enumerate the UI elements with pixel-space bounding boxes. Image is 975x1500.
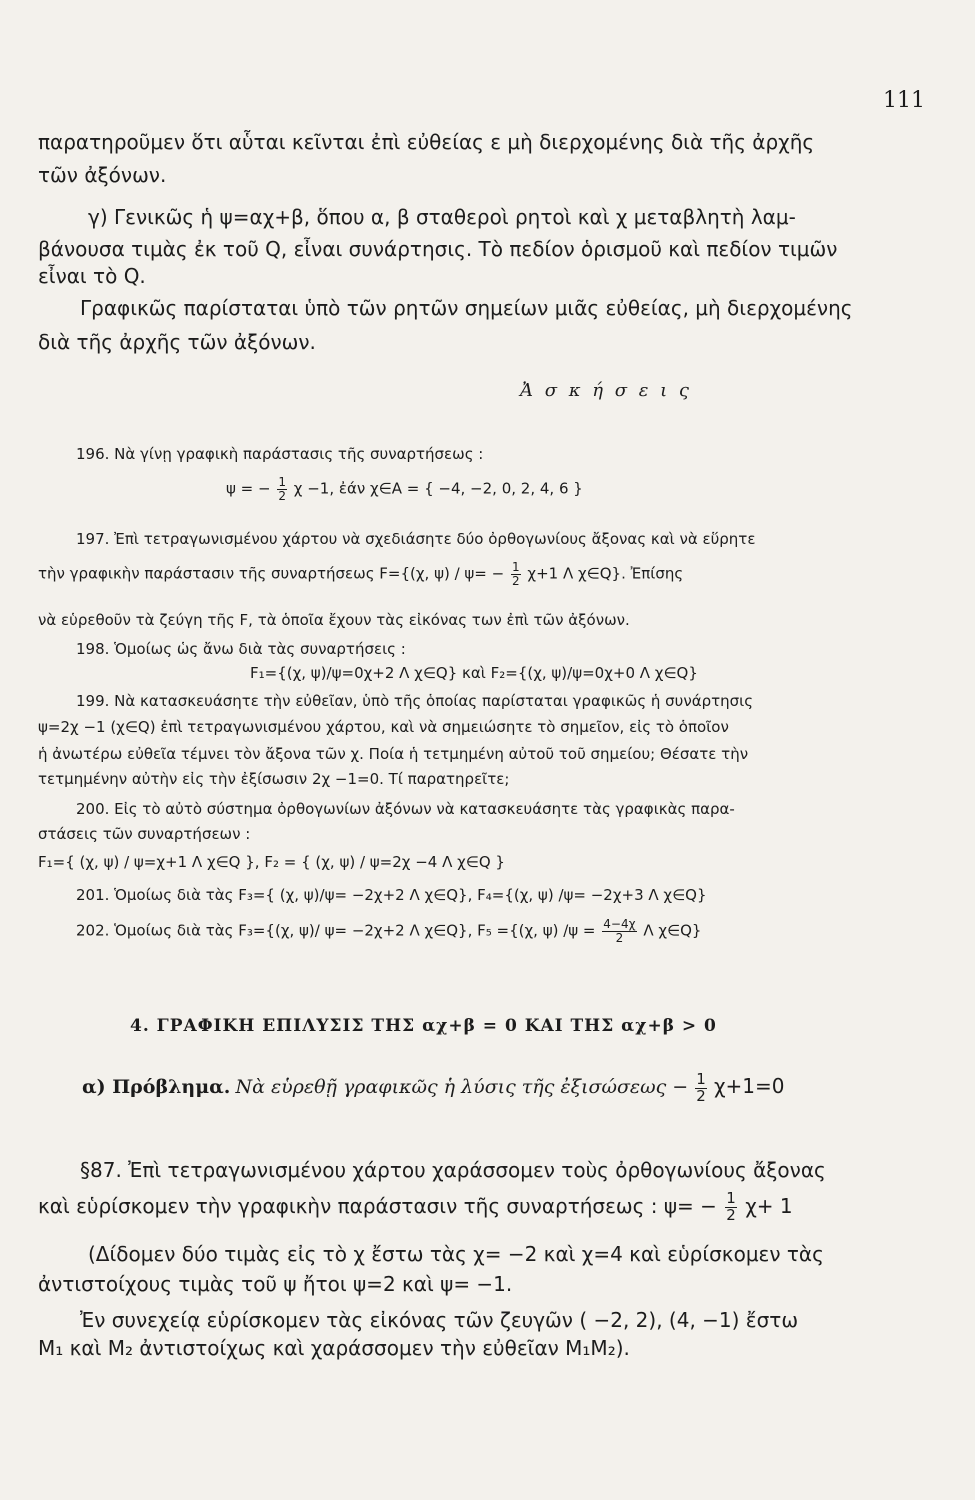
- fraction-num: 4−4χ: [603, 917, 636, 931]
- para87-line-3: (Δίδομεν δύο τιμὰς εἰς τὸ χ ἔστω τὰς χ= −2 καὶ χ=4 καὶ εὑρίσκομεν τὰς: [88, 1242, 824, 1266]
- fraction: [695, 1072, 707, 1105]
- fraction-den: 2: [726, 1205, 736, 1224]
- para87-line-2: [38, 1191, 793, 1224]
- fraction-num: 1: [512, 560, 520, 574]
- exercise-200-line-2: στάσεις τῶν συναρτήσεων :: [38, 825, 251, 843]
- fraction-num: 1: [696, 1070, 706, 1088]
- exercise-199-line-2: ψ=2χ −1 (χ∈Q) ἐπὶ τετραγωνισμένου χάρτου, καὶ νὰ σημειώσητε τὸ σημεῖον, εἰς τὸ ὁποῖον: [38, 718, 729, 736]
- problem-line: [82, 1072, 784, 1105]
- para87-line-4: ἀντιστοίχους τιμὰς τοῦ ψ ἤτοι ψ=2 καὶ ψ= −1.: [38, 1272, 513, 1296]
- fraction-num: 1: [278, 475, 286, 489]
- problem-label: α) Πρόβλημα.: [82, 1075, 231, 1098]
- formula-prefix: καὶ εὑρίσκομεν τὴν γραφικὴν παράστασιν τῆς συναρτήσεως : ψ= −: [38, 1193, 717, 1218]
- section-heading: 4. ΓΡΑΦΙΚΗ ΕΠΙΛΥΣΙΣ ΤΗΣ αχ+β = 0 ΚΑΙ ΤΗΣ αχ+β > 0: [130, 1016, 717, 1036]
- exercise-198-line-2: F₁={(χ, ψ)/ψ=0χ+2 Λ χ∈Q} καὶ F₂={(χ, ψ)/ψ=0χ+0 Λ χ∈Q}: [250, 664, 698, 682]
- fraction: [725, 1191, 737, 1224]
- formula-suffix: χ −1, ἐάν χ∈A = { −4, −2, 0, 2, 4, 6 }: [293, 479, 583, 498]
- fraction-den: 2: [278, 488, 286, 503]
- exercise-199-line-4: τετμημένην αὐτὴν εἰς τὴν ἐξίσωσιν 2χ −1=0. Τί παρατηρεῖτε;: [38, 770, 510, 788]
- formula-prefix: 202. Ὁμοίως διὰ τὰς F₃={(χ, ψ)/ ψ= −2χ+2 Λ χ∈Q}, F₅ ={(χ, ψ) /ψ =: [76, 921, 596, 940]
- fraction-den: 2: [512, 573, 520, 588]
- fraction: [511, 561, 521, 587]
- exercise-200-line-3: F₁={ (χ, ψ) / ψ=χ+1 Λ χ∈Q }, F₂ = { (χ, ψ) / ψ=2χ −4 Λ χ∈Q }: [38, 853, 505, 871]
- problem-equation: χ+1=0: [713, 1073, 785, 1098]
- intro-line-6: Γραφικῶς παρίσταται ὑπὸ τῶν ρητῶν σημείων μιᾶς εὐθείας, μὴ διερχομένης: [80, 296, 853, 320]
- exercises-title: Ἀ σ κ ή σ ε ι ς: [520, 380, 693, 401]
- para87-line-5: Ἐν συνεχείᾳ εὑρίσκομεν τὰς εἰκόνας τῶν ζευγῶν ( −2, 2), (4, −1) ἔστω: [80, 1308, 799, 1332]
- exercise-196-text: 196. Νὰ γίνῃ γραφικὴ παράστασις τῆς συναρτήσεως :: [76, 445, 484, 463]
- exercise-198-line-1: 198. Ὁμοίως ὡς ἄνω διὰ τὰς συναρτήσεις :: [76, 640, 406, 658]
- exercise-201: 201. Ὁμοίως διὰ τὰς F₃={ (χ, ψ)/ψ= −2χ+2 Λ χ∈Q}, F₄={(χ, ψ) /ψ= −2χ+3 Λ χ∈Q}: [76, 886, 707, 904]
- formula-prefix: ψ = −: [226, 479, 271, 498]
- exercise-199-line-1: 199. Νὰ κατασκευάσητε τὴν εὐθεῖαν, ὑπὸ τῆς ὁποίας παρίσταται γραφικῶς ἡ συνάρτησις: [76, 692, 754, 710]
- fraction: [277, 476, 287, 502]
- formula-suffix: χ+1 Λ χ∈Q}. Ἐπίσης: [527, 564, 684, 583]
- exercise-197-line-2: [38, 561, 683, 587]
- fraction-num: 1: [726, 1189, 736, 1207]
- intro-line-1: παρατηροῦμεν ὅτι αὗται κεῖνται ἐπὶ εὐθείας ε μὴ διερχομένης διὰ τῆς ἀρχῆς: [38, 130, 815, 154]
- exercise-199-line-3: ἡ ἀνωτέρω εὐθεῖα τέμνει τὸν ἄξονα τῶν χ. Ποία ἡ τετμημένη αὐτοῦ τοῦ σημείου; Θέσατε τὴν: [38, 745, 749, 763]
- intro-line-3: γ) Γενικῶς ἡ ψ=αχ+β, ὅπου α, β σταθεροὶ ρητοὶ καὶ χ μεταβλητὴ λαμ-: [88, 205, 796, 229]
- para87-line-1: §87. Ἐπὶ τετραγωνισμένου χάρτου χαράσσομεν τοὺς ὀρθογωνίους ἄξονας: [80, 1158, 826, 1182]
- intro-line-4: βάνουσα τιμὰς ἐκ τοῦ Q, εἶναι συνάρτησις. Τὸ πεδίον ὁρισμοῦ καὶ πεδίον τιμῶν: [38, 237, 838, 261]
- exercise-202: [76, 918, 701, 944]
- formula-suffix: Λ χ∈Q}: [643, 921, 702, 940]
- intro-line-2: τῶν ἀξόνων.: [38, 163, 167, 187]
- page-number: 111: [883, 88, 925, 113]
- exercise-196-formula: [226, 476, 583, 502]
- problem-text: Νὰ εὑρεθῇ γραφικῶς ἡ λύσις τῆς ἐξισώσεως −: [235, 1075, 689, 1098]
- fraction-den: 2: [615, 930, 624, 945]
- para87-line-6: M₁ καὶ M₂ ἀντιστοίχως καὶ χαράσσομεν τὴν εὐθεῖαν M₁M₂).: [38, 1336, 630, 1360]
- intro-line-5: εἶναι τὸ Q.: [38, 264, 146, 288]
- exercise-197-line-3: νὰ εὑρεθοῦν τὰ ζεύγη τῆς F, τὰ ὁποῖα ἔχουν τὰς εἰκόνας των ἐπὶ τῶν ἀξόνων.: [38, 611, 630, 629]
- fraction-den: 2: [696, 1086, 706, 1105]
- formula-prefix: τὴν γραφικὴν παράστασιν τῆς συναρτήσεως F={(χ, ψ) / ψ= −: [38, 564, 505, 583]
- fraction: [602, 918, 636, 944]
- exercise-197-line-1: 197. Ἐπὶ τετραγωνισμένου χάρτου νὰ σχεδιάσητε δύο ὀρθογωνίους ἄξονας καὶ νὰ εὕρητε: [76, 530, 756, 548]
- intro-line-7: διὰ τῆς ἀρχῆς τῶν ἀξόνων.: [38, 330, 316, 354]
- formula-suffix: χ+ 1: [745, 1193, 793, 1218]
- exercise-200-line-1: 200. Εἰς τὸ αὐτὸ σύστημα ὀρθογωνίων ἀξόνων νὰ κατασκευάσητε τὰς γραφικὰς παρα-: [76, 800, 735, 818]
